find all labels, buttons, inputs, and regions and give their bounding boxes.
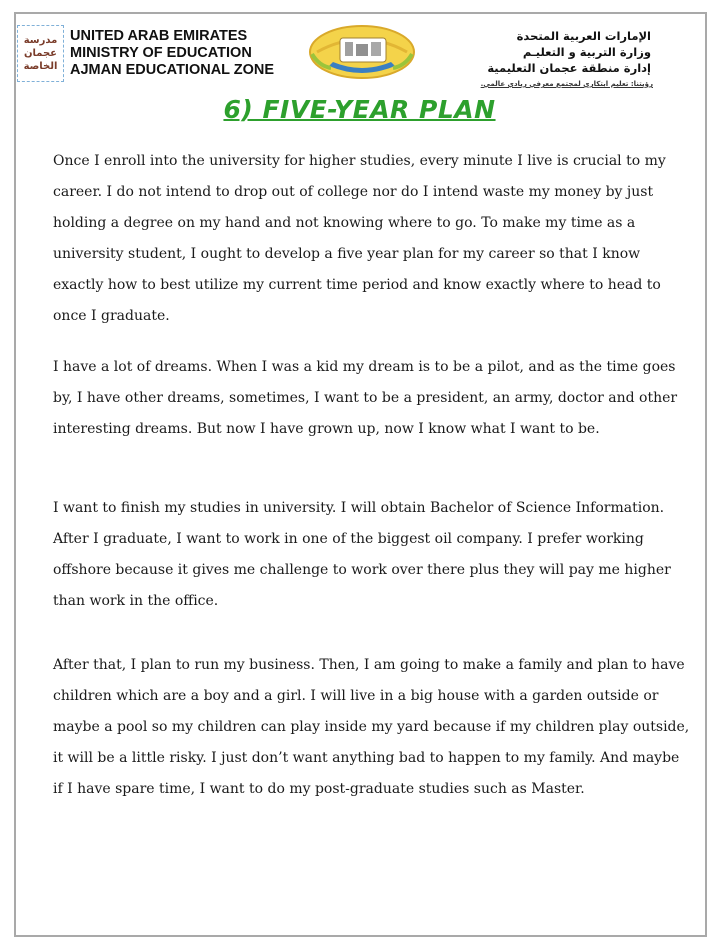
- school-stamp-line-1: مدرسة: [23, 35, 58, 46]
- english-header-line-1: UNITED ARAB EMIRATES: [70, 28, 248, 44]
- school-stamp: [17, 25, 64, 82]
- school-stamp-line-2: عجمان: [23, 48, 58, 59]
- school-stamp-line-3: الخاصة: [23, 61, 58, 72]
- ministry-logo-icon: [307, 22, 417, 80]
- paragraph-3: I want to finish my studies in university. I will obtain Bachelor of Science Information. After I graduate, I want to work in one of the biggest oil company. I prefer working offshore because it gives me challenge to work over there plus they will pay me higher than work in the office.: [53, 500, 671, 609]
- paragraph-4: After that, I plan to run my business. Then, I am going to make a family and plan to have children which are a boy and a girl. I will live in a big house with a garden outside or maybe a pool so my children can play inside my yard because if my children play outside, it will be a little risky. I just don’t want anything bad to happen to my family. And maybe if I have spare time, I want to do my post-graduate studies such as Master.: [53, 657, 690, 797]
- arabic-header-line-3: إدارة منطقة عجمان التعليمية: [487, 61, 651, 75]
- arabic-header: [471, 28, 651, 76]
- english-header: [70, 28, 274, 79]
- paragraph-1: Once I enroll into the university for higher studies, every minute I live is crucial to my career. I do not intend to drop out of college nor do I intend waste my money by just holding a degree on my hand and not knowing where to go. To make my time as a university student, I ought to develop a five year plan for my career so that I know exactly how to best utilize my current time period and know exactly where to head to once I graduate.: [53, 153, 666, 324]
- paragraph-2: I have a lot of dreams. When I was a kid my dream is to be a pilot, and as the time goes by, I have other dreams, sometimes, I want to be a president, an army, doctor and other interesting dreams. But now I have grown up, now I know what I want to be.: [53, 359, 678, 437]
- arabic-motto: رؤيتنا: تعليم ابتكاري لمجتمع معرفي ريادي عالمي.: [480, 80, 653, 88]
- english-header-line-3: AJMAN EDUCATIONAL ZONE: [70, 62, 275, 78]
- arabic-header-line-1: الإمارات العربية المتحدة: [516, 29, 651, 43]
- arabic-header-line-2: وزارة التربية و التعليـم: [522, 45, 651, 59]
- english-header-line-2: MINISTRY OF EDUCATION: [70, 45, 252, 61]
- page-title: 6) FIVE-YEAR PLAN: [223, 95, 496, 124]
